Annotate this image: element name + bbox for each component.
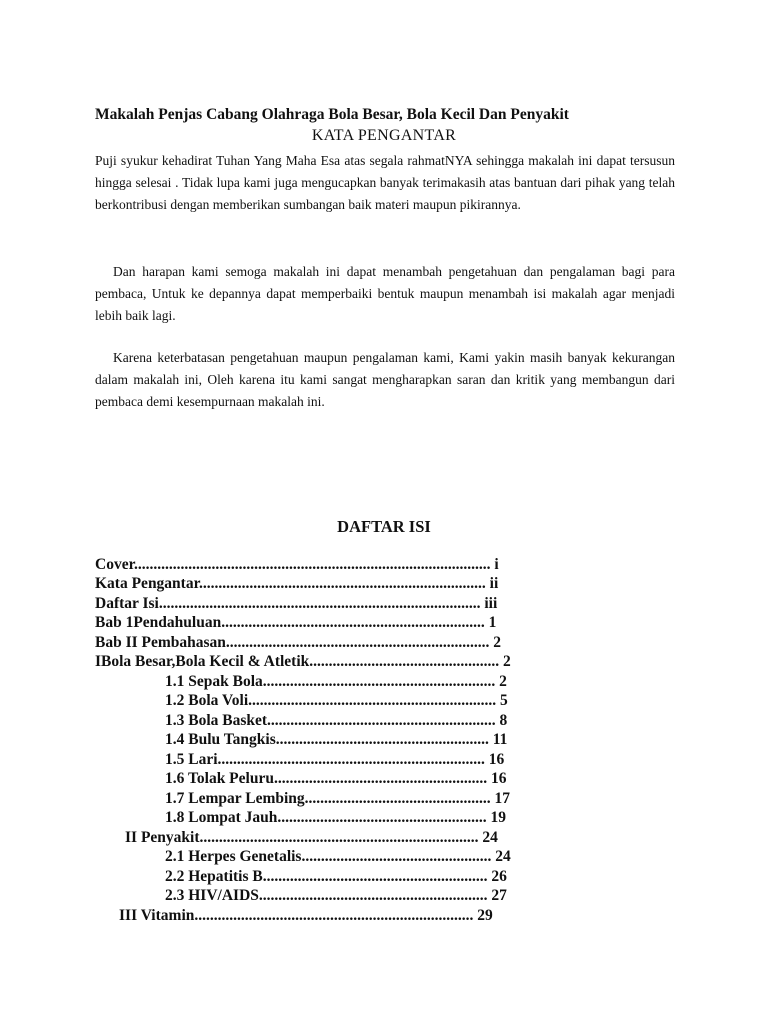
toc-row-1-3: 1.3 Bola Basket........................................................... 8 — [165, 712, 508, 729]
toc-row-section-i: IBola Besar,Bola Kecil & Atletik................................................. 2 — [95, 653, 511, 670]
toc-row-2-2: 2.2 Hepatitis B.......................................................... 26 — [165, 868, 507, 885]
toc-row-1-2: 1.2 Bola Voli................................................................ 5 — [165, 692, 508, 709]
preface-heading: KATA PENGANTAR — [311, 127, 457, 144]
toc-row-kata-pengantar: Kata Pengantar.......................................................................... ii — [95, 575, 499, 592]
toc-row-cover: Cover............................................................................................ i — [95, 556, 499, 573]
toc-row-bab-2: Bab II Pembahasan.................................................................... 2 — [95, 634, 502, 651]
toc-row-section-iii: III Vitamin........................................................................ 29 — [119, 907, 493, 924]
toc-row-2-3: 2.3 HIV/AIDS........................................................... 27 — [165, 887, 507, 904]
toc-row-1-4: 1.4 Bulu Tangkis....................................................... 11 — [165, 731, 508, 748]
toc-row-1-1: 1.1 Sepak Bola............................................................ 2 — [165, 673, 507, 690]
toc-row-1-8: 1.8 Lompat Jauh...................................................... 19 — [165, 809, 507, 826]
toc-row-daftar-isi: Daftar Isi................................................................................... iii — [95, 595, 498, 612]
preface-paragraph-2: Dan harapan kami semoga makalah ini dapat menambah pengetahuan dan pengalaman bagi para pembaca, Untuk ke depannya dapat memperbaiki bentuk maupun menambah isi makalah agar menjadi lebih baik lagi. — [95, 264, 675, 323]
preface-paragraph-1: Puji syukur kehadirat Tuhan Yang Maha Esa atas segala rahmatNYA sehingga makalah ini dapat tersusun hingga selesai . Tidak lupa kami juga mengucapkan banyak terimakasih atas bantuan dari pihak yang telah berkontribusi dengan memberikan sumbangan baik materi maupun pikirannya. — [95, 153, 675, 212]
toc-row-1-5: 1.5 Lari..................................................................... 16 — [165, 751, 505, 768]
toc-row-2-1: 2.1 Herpes Genetalis................................................. 24 — [165, 848, 511, 865]
toc-row-1-6: 1.6 Tolak Peluru....................................................... 16 — [165, 770, 507, 787]
document-title: Makalah Penjas Cabang Olahraga Bola Besar, Bola Kecil Dan Penyakit — [95, 106, 569, 123]
toc-row-bab-1: Bab 1Pendahuluan.................................................................... 1 — [95, 614, 497, 631]
toc-heading: DAFTAR ISI — [337, 517, 431, 536]
toc-row-section-ii: II Penyakit........................................................................ 24 — [125, 829, 498, 846]
toc-row-1-7: 1.7 Lempar Lembing................................................ 17 — [165, 790, 511, 807]
preface-paragraph-3: Karena keterbatasan pengetahuan maupun pengalaman kami, Kami yakin masih banyak kekurangan dalam makalah ini, Oleh karena itu kami sangat mengharapkan saran dan kritik yang membangun dari pembaca demi kesempurnaan makalah ini. — [95, 350, 675, 409]
